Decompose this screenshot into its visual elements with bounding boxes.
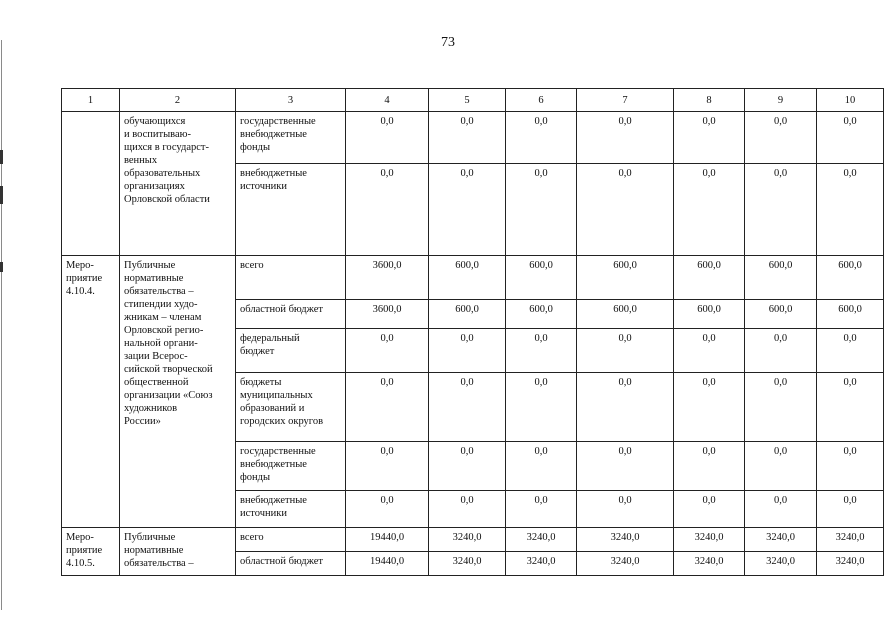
value-cell: 0,0	[817, 164, 884, 256]
funding-source-line: образований и	[240, 403, 305, 414]
table-row	[62, 528, 884, 552]
column-header: 6	[506, 89, 577, 112]
value-cell: 19440,0	[346, 528, 429, 552]
column-header: 4	[346, 89, 429, 112]
value-cell: 0,0	[817, 329, 884, 373]
column-header: 2	[120, 89, 236, 112]
value-cell: 600,0	[577, 300, 674, 329]
description-line: России»	[124, 416, 161, 427]
measure-description-cell	[120, 112, 236, 256]
funding-source-line: муниципальных	[240, 390, 313, 401]
measure-id-cell	[62, 256, 120, 528]
column-header: 1	[62, 89, 120, 112]
description-line: организациях	[124, 181, 185, 192]
description-line: художников	[124, 403, 178, 414]
measure-id-line: 4.10.4.	[66, 286, 95, 297]
description-line: обучающихся	[124, 116, 186, 127]
value-cell: 600,0	[429, 300, 506, 329]
measure-description-cell	[120, 528, 236, 576]
value-cell: 600,0	[429, 256, 506, 300]
budget-table	[61, 88, 884, 576]
value-cell: 0,0	[346, 373, 429, 442]
funding-source-line: источники	[240, 181, 287, 192]
funding-source-cell	[236, 528, 346, 552]
value-cell: 0,0	[817, 442, 884, 491]
value-cell: 3240,0	[817, 552, 884, 576]
page-left-edge	[0, 0, 3, 639]
measure-id-cell	[62, 112, 120, 256]
edge-line	[1, 40, 2, 610]
edge-mark	[0, 262, 3, 272]
value-cell: 600,0	[506, 256, 577, 300]
value-cell: 0,0	[506, 373, 577, 442]
value-cell: 3240,0	[429, 552, 506, 576]
description-line: нормативные	[124, 273, 184, 284]
value-cell: 19440,0	[346, 552, 429, 576]
funding-source-line: внебюджетные	[240, 495, 307, 506]
value-cell: 3240,0	[577, 528, 674, 552]
value-cell: 0,0	[506, 112, 577, 164]
measure-id-line: приятие	[66, 545, 103, 556]
value-cell: 600,0	[674, 256, 745, 300]
value-cell: 0,0	[674, 442, 745, 491]
value-cell: 0,0	[577, 442, 674, 491]
value-cell: 0,0	[745, 112, 817, 164]
value-cell: 0,0	[346, 112, 429, 164]
funding-source-line: фонды	[240, 472, 271, 483]
description-line: стипендии худо-	[124, 299, 198, 310]
value-cell: 600,0	[817, 256, 884, 300]
value-cell: 600,0	[674, 300, 745, 329]
funding-source-line: областной бюджет	[240, 304, 323, 315]
description-line: обязательства –	[124, 286, 194, 297]
description-line: и воспитываю-	[124, 129, 192, 140]
value-cell: 3240,0	[577, 552, 674, 576]
table-row	[62, 112, 884, 164]
funding-source-line: государственные	[240, 116, 316, 127]
value-cell: 0,0	[745, 373, 817, 442]
value-cell: 0,0	[745, 164, 817, 256]
description-line: организации «Союз	[124, 390, 213, 401]
value-cell: 0,0	[346, 442, 429, 491]
measure-id-line: Меро-	[66, 260, 94, 271]
column-header: 10	[817, 89, 884, 112]
funding-source-line: всего	[240, 260, 264, 271]
value-cell: 3240,0	[674, 552, 745, 576]
value-cell: 0,0	[506, 491, 577, 528]
measure-id-line: 4.10.5.	[66, 558, 95, 569]
value-cell: 0,0	[346, 164, 429, 256]
funding-source-cell	[236, 329, 346, 373]
edge-mark	[0, 150, 3, 164]
description-line: образовательных	[124, 168, 201, 179]
value-cell: 3600,0	[346, 256, 429, 300]
funding-source-line: федеральный	[240, 333, 300, 344]
value-cell: 0,0	[817, 373, 884, 442]
description-line: жникам – членам	[124, 312, 202, 323]
funding-source-line: бюджет	[240, 346, 275, 357]
header-row	[62, 89, 884, 112]
value-cell: 0,0	[429, 112, 506, 164]
funding-source-line: бюджеты	[240, 377, 282, 388]
description-line: Публичные	[124, 532, 176, 543]
value-cell: 600,0	[817, 300, 884, 329]
value-cell: 0,0	[674, 491, 745, 528]
value-cell: 0,0	[429, 164, 506, 256]
description-line: общественной	[124, 377, 189, 388]
description-line: щихся в государст-	[124, 142, 210, 153]
value-cell: 3240,0	[745, 528, 817, 552]
value-cell: 3240,0	[745, 552, 817, 576]
column-header: 7	[577, 89, 674, 112]
column-header: 3	[236, 89, 346, 112]
value-cell: 0,0	[429, 491, 506, 528]
value-cell: 0,0	[506, 442, 577, 491]
value-cell: 600,0	[745, 300, 817, 329]
measure-id-line: приятие	[66, 273, 103, 284]
value-cell: 0,0	[577, 164, 674, 256]
funding-source-line: внебюджетные	[240, 129, 307, 140]
description-line: нальной органи-	[124, 338, 198, 349]
value-cell: 600,0	[745, 256, 817, 300]
measure-description-cell	[120, 256, 236, 528]
value-cell: 0,0	[674, 164, 745, 256]
value-cell: 0,0	[506, 164, 577, 256]
column-header: 8	[674, 89, 745, 112]
description-line: сийской творческой	[124, 364, 213, 375]
funding-source-cell	[236, 491, 346, 528]
value-cell: 0,0	[429, 373, 506, 442]
value-cell: 3240,0	[429, 528, 506, 552]
value-cell: 0,0	[674, 329, 745, 373]
value-cell: 0,0	[577, 329, 674, 373]
description-line: нормативные	[124, 545, 184, 556]
description-line: обязательства –	[124, 558, 194, 569]
value-cell: 600,0	[577, 256, 674, 300]
funding-source-cell	[236, 552, 346, 576]
funding-source-line: государственные	[240, 446, 316, 457]
edge-mark	[0, 186, 3, 204]
value-cell: 0,0	[577, 112, 674, 164]
value-cell: 3240,0	[817, 528, 884, 552]
value-cell: 0,0	[674, 373, 745, 442]
value-cell: 3240,0	[674, 528, 745, 552]
value-cell: 3240,0	[506, 528, 577, 552]
funding-source-cell	[236, 373, 346, 442]
value-cell: 0,0	[577, 491, 674, 528]
value-cell: 0,0	[745, 442, 817, 491]
page-number: 73	[441, 35, 455, 50]
value-cell: 0,0	[429, 442, 506, 491]
value-cell: 0,0	[817, 491, 884, 528]
funding-source-line: городских округов	[240, 416, 324, 427]
column-header: 9	[745, 89, 817, 112]
funding-source-line: внебюджетные	[240, 168, 307, 179]
value-cell: 0,0	[346, 329, 429, 373]
measure-id-cell	[62, 528, 120, 576]
funding-source-cell	[236, 442, 346, 491]
value-cell: 0,0	[745, 329, 817, 373]
description-line: венных	[124, 155, 158, 166]
value-cell: 0,0	[346, 491, 429, 528]
description-line: Публичные	[124, 260, 176, 271]
description-line: зации Всерос-	[124, 351, 188, 362]
table-row	[62, 256, 884, 300]
funding-source-cell	[236, 300, 346, 329]
funding-source-cell	[236, 256, 346, 300]
funding-source-line: всего	[240, 532, 264, 543]
funding-source-line: фонды	[240, 142, 271, 153]
funding-source-line: внебюджетные	[240, 459, 307, 470]
value-cell: 0,0	[506, 329, 577, 373]
value-cell: 0,0	[817, 112, 884, 164]
funding-source-line: областной бюджет	[240, 556, 323, 567]
funding-source-line: источники	[240, 508, 287, 519]
value-cell: 600,0	[506, 300, 577, 329]
measure-id-line: Меро-	[66, 532, 94, 543]
funding-source-cell	[236, 164, 346, 256]
value-cell: 0,0	[745, 491, 817, 528]
column-header: 5	[429, 89, 506, 112]
description-line: Орловской регио-	[124, 325, 204, 336]
value-cell: 0,0	[429, 329, 506, 373]
value-cell: 0,0	[674, 112, 745, 164]
value-cell: 3240,0	[506, 552, 577, 576]
value-cell: 3600,0	[346, 300, 429, 329]
description-line: Орловской области	[124, 194, 210, 205]
value-cell: 0,0	[577, 373, 674, 442]
funding-source-cell	[236, 112, 346, 164]
